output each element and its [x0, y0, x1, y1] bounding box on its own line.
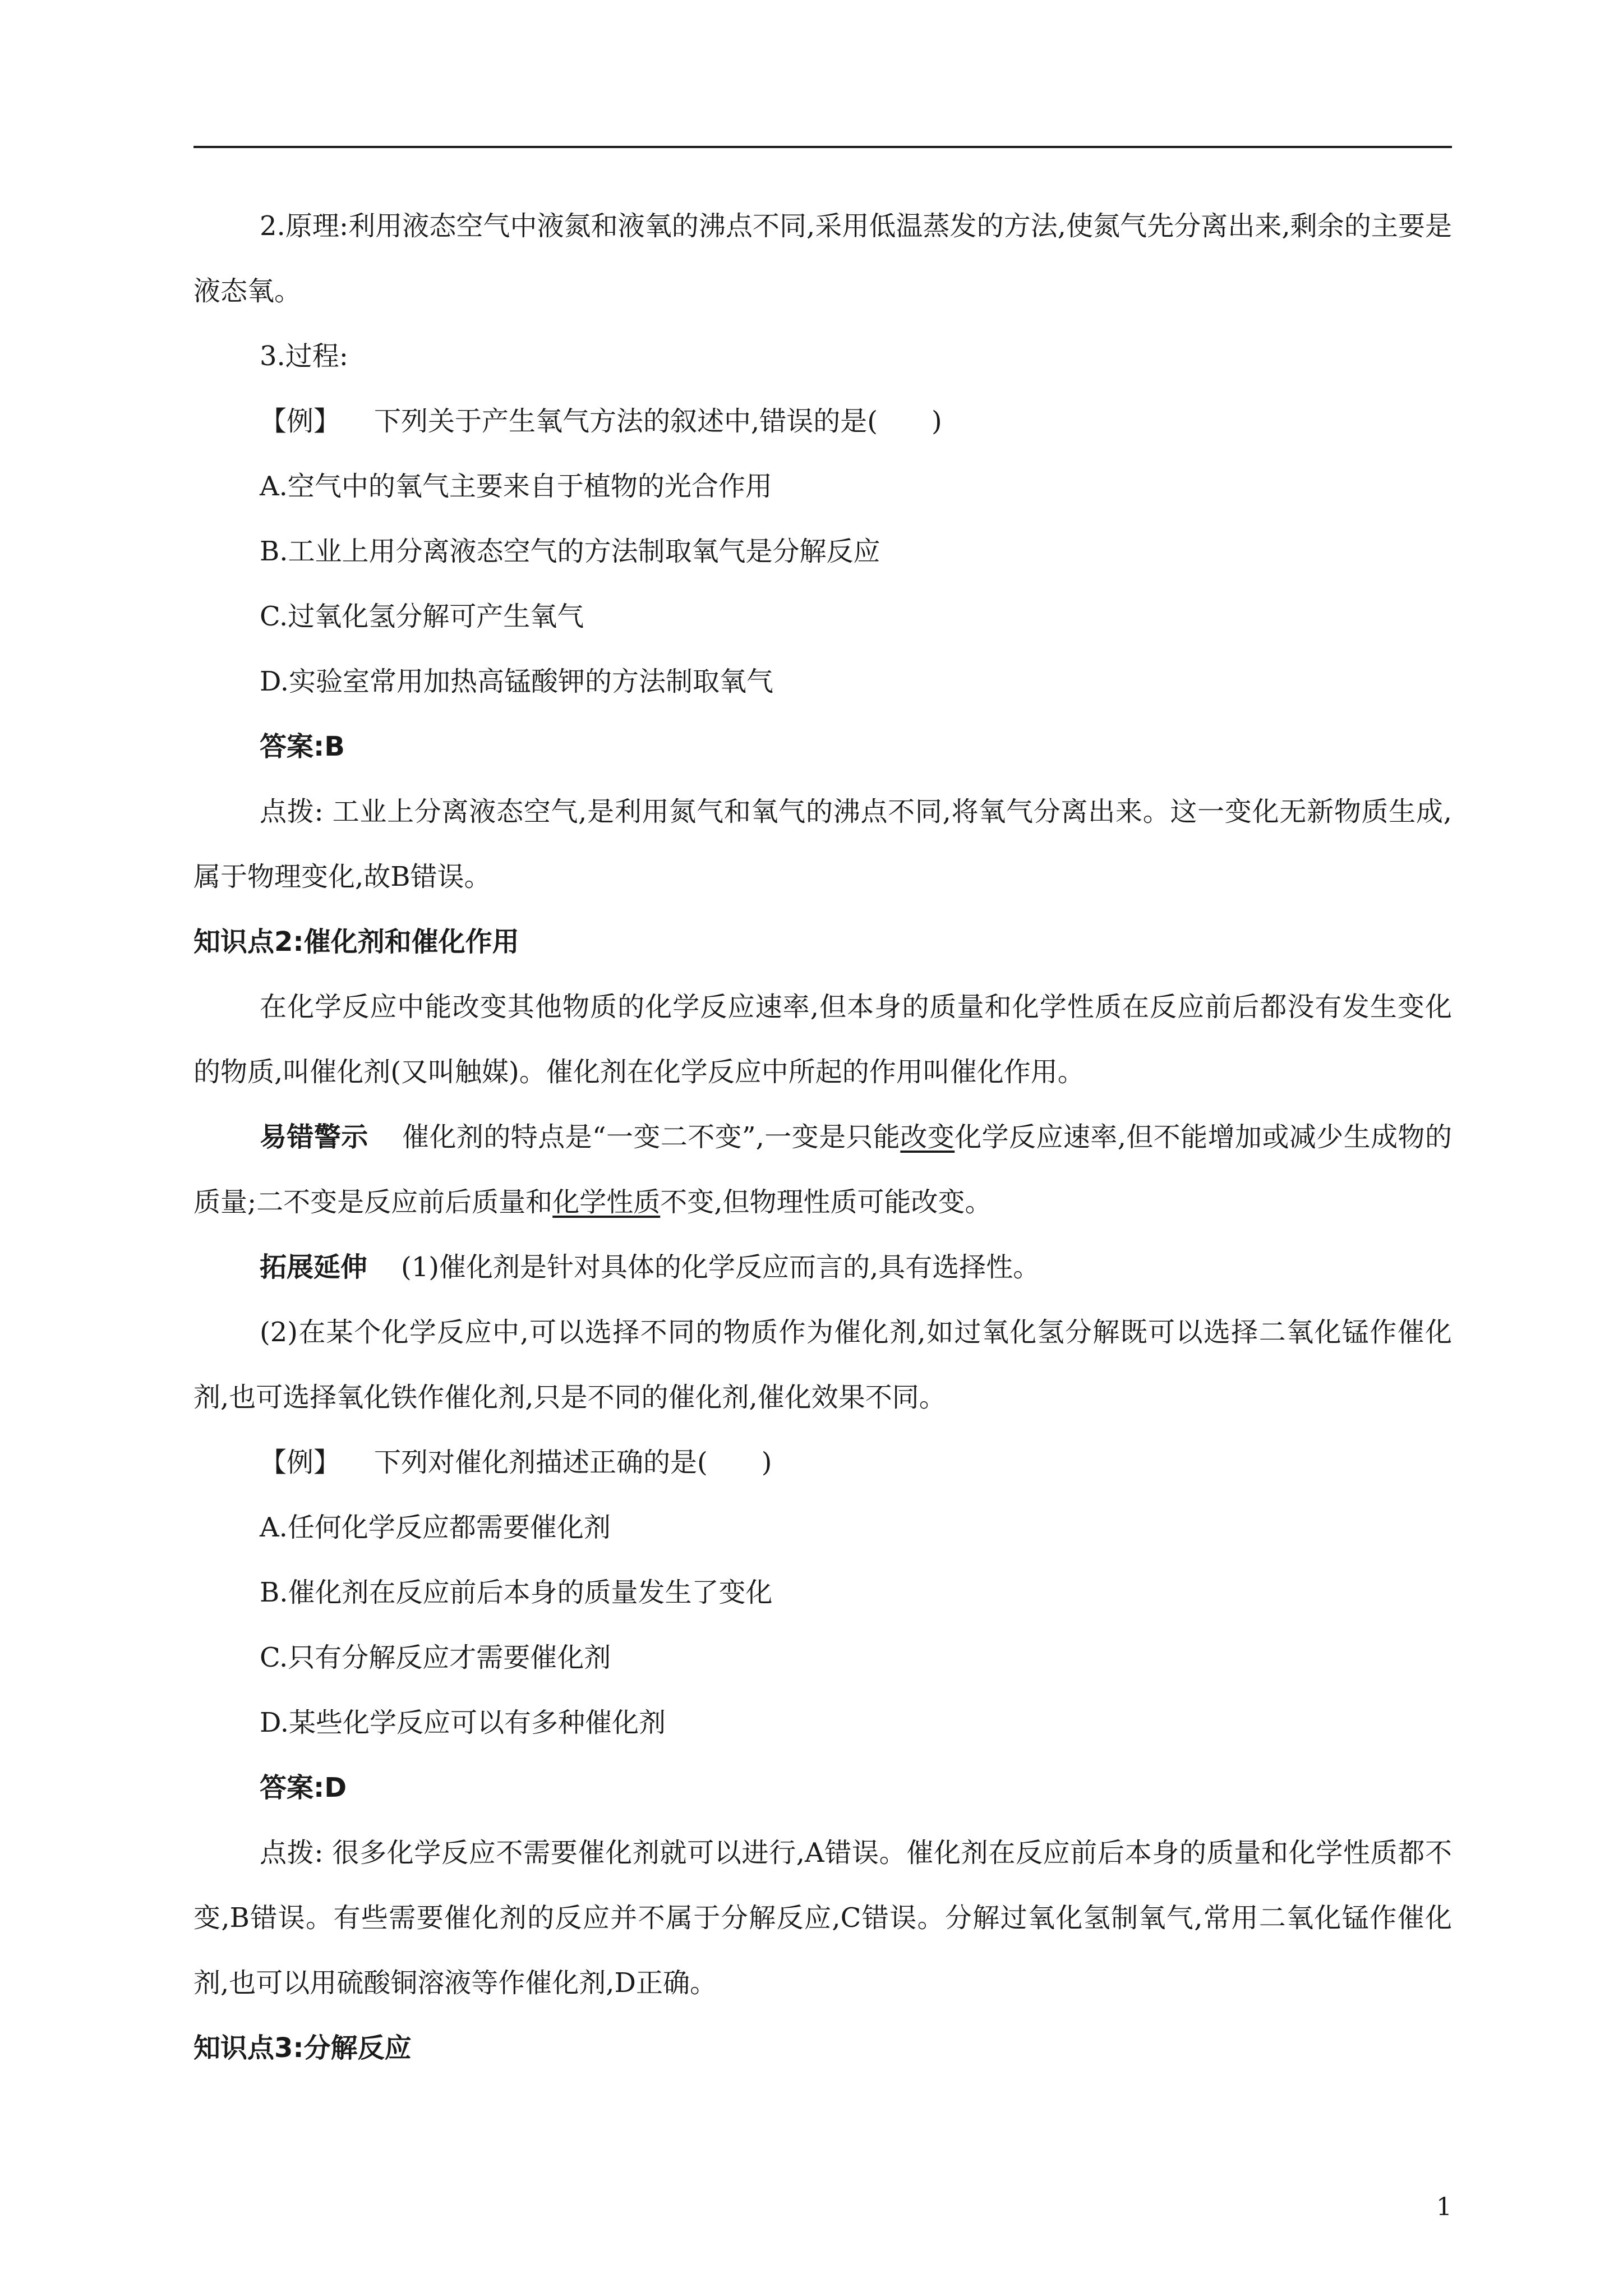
page-content [193, 194, 1452, 2081]
example-tag: 【例】 [260, 1447, 341, 1478]
example2-option-a: A.任何化学反应都需要催化剂 [260, 1512, 611, 1543]
example2-question-text: 下列对催化剂描述正确的是( ) [374, 1447, 772, 1478]
example2-option-d: D.某些化学反应可以有多种催化剂 [260, 1707, 666, 1738]
extend-text-1: (1)催化剂是针对具体的化学反应而言的,具有选择性。 [401, 1251, 1040, 1283]
page-number: 1 [1436, 2193, 1452, 2221]
knowledge3-heading: 知识点3:分解反应 [193, 2032, 412, 2064]
warning-text-1: 催化剂的特点是“一变二不变”,一变是只能 [402, 1121, 901, 1153]
example1-explanation: 点拨: 工业上分离液态空气,是利用氮气和氧气的沸点不同,将氧气分离出来。这一变化无新物质生成,属于物理变化,故B错误。 [193, 796, 1452, 892]
example2-explanation: 点拨: 很多化学反应不需要催化剂就可以进行,A错误。催化剂在反应前后本身的质量和化学性质都不变,B错误。有些需要催化剂的反应并不属于分解反应,C错误。分解过氧化氢制氧气,常用二氧化锰作催化剂,也可以用硫酸铜溶液等作催化剂,D正确。 [193, 1837, 1452, 1999]
warning-text-3: 不变,但物理性质可能改变。 [660, 1186, 992, 1218]
example2-option-c: C.只有分解反应才需要催化剂 [260, 1642, 611, 1673]
example1-question-text: 下列关于产生氧气方法的叙述中,错误的是( ) [374, 406, 942, 437]
warning-underline-1: 改变 [900, 1121, 955, 1153]
knowledge2-heading: 知识点2:催化剂和催化作用 [193, 926, 519, 958]
example1-option-b: B.工业上用分离液态空气的方法制取氧气是分解反应 [260, 536, 880, 567]
warning-underline-2: 化学性质 [552, 1186, 661, 1218]
example1-question [193, 389, 1452, 454]
example1-option-a: A.空气中的氧气主要来自于植物的光合作用 [260, 471, 772, 502]
example-tag: 【例】 [260, 406, 341, 437]
example1-option-d: D.实验室常用加热高锰酸钾的方法制取氧气 [260, 666, 774, 697]
example2-answer: 答案:D [260, 1772, 347, 1803]
header-rule [193, 146, 1452, 148]
extend-paragraph-1 [193, 1235, 1452, 1300]
warning-label: 易错警示 [260, 1121, 368, 1153]
extend-label: 拓展延伸 [260, 1251, 368, 1283]
principle-paragraph: 2.原理:利用液态空气中液氮和液氧的沸点不同,采用低温蒸发的方法,使氮气先分离出来,剩余的主要是液态氧。 [193, 210, 1452, 307]
extend-paragraph-2: (2)在某个化学反应中,可以选择不同的物质作为催化剂,如过氧化氢分解既可以选择二氧化锰作催化剂,也可选择氧化铁作催化剂,只是不同的催化剂,催化效果不同。 [193, 1317, 1452, 1413]
warning-text-2: 化学反应速率,但不能增加或减少生成物的质量;二不变是反应前后质量和 [193, 1121, 1452, 1218]
knowledge2-definition: 在化学反应中能改变其他物质的化学反应速率,但本身的质量和化学性质在反应前后都没有发生变化的物质,叫催化剂(又叫触媒)。催化剂在化学反应中所起的作用叫催化作用。 [193, 991, 1452, 1088]
example2-option-b: B.催化剂在反应前后本身的质量发生了变化 [260, 1577, 773, 1608]
process-paragraph: 3.过程: [260, 341, 348, 372]
example1-option-c: C.过氧化氢分解可产生氧气 [260, 601, 584, 632]
example1-answer: 答案:B [260, 731, 345, 762]
warning-paragraph [193, 1105, 1452, 1235]
example2-question [193, 1430, 1452, 1495]
